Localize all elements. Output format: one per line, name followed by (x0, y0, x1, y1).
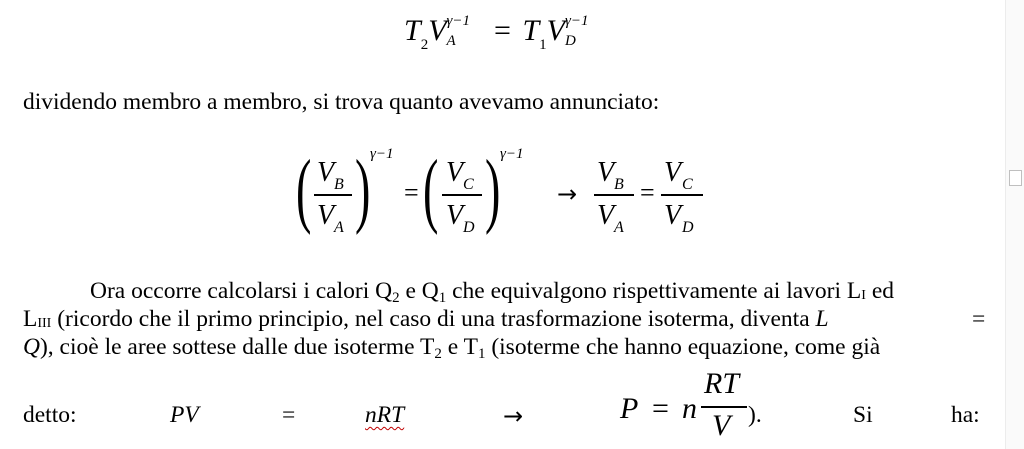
eq2-frac3-den-V: V (597, 200, 615, 231)
eq2-paren-open-2: ( (423, 143, 439, 236)
p2-q2-sub: 2 (392, 290, 400, 306)
eq2-arrow: → (557, 180, 578, 208)
p2-li-sub: I (861, 288, 866, 303)
eq2-frac2-den-sub: D (463, 219, 475, 236)
eq2-frac2-num-sub: C (463, 176, 474, 193)
line4-equals: = (282, 402, 296, 428)
p2-q1-sub: 1 (438, 290, 447, 306)
eq2-paren-close-1: ) (355, 143, 371, 236)
paragraph-ora-line1 (90, 278, 894, 305)
eq2-frac4-num-V: V (664, 157, 682, 188)
eq1-equals: = (494, 14, 511, 47)
eq2-frac3-num-sub: B (614, 176, 624, 193)
eq2-frac1-num-V: V (317, 157, 335, 188)
eq2-frac1-den-sub: A (334, 219, 344, 236)
eq2-paren-close-2: ) (485, 143, 501, 236)
p2-line2-equals: = (972, 306, 986, 332)
eq2-frac2-den-V: V (446, 200, 464, 231)
line4-detto: detto: (23, 402, 77, 428)
p2-line1-c: che equivalgono rispettivamente ai lavori L (446, 278, 862, 304)
p2-line2-a: L (23, 306, 38, 332)
line4-close: ). (748, 402, 762, 428)
p2-line1-b: e Q (399, 278, 439, 304)
eq2-frac1-num-sub: B (334, 176, 344, 193)
p2-line3-b: e T (441, 334, 478, 360)
line4-PV: PV (170, 402, 199, 428)
eq2-frac3-den-sub: A (614, 219, 624, 236)
paragraph-dividendo: dividendo membro a membro, si trova quanto avevamo annunciato: (23, 89, 660, 115)
p2-line3-c: (isoterme che hanno equazione, come già (485, 334, 881, 360)
line4-P: P (620, 392, 639, 425)
line4-ha: ha: (951, 402, 980, 428)
eq1-lhs-exp: γ−1 (446, 13, 471, 29)
eq2-frac4-bar (661, 194, 703, 196)
equation-adiabatic (404, 13, 601, 53)
eq2-frac2-bar (442, 194, 482, 196)
p2-line1-a: Ora occorre calcolarsi i calori Q (90, 278, 393, 304)
eq1-lhs-V: V (428, 14, 447, 47)
eq2-frac3-bar (594, 194, 634, 196)
p2-line3-a: ), cioè le aree sottese dalle due isoterme T (39, 334, 435, 360)
eq2-exp-2: γ−1 (500, 146, 524, 162)
line4-nRT: nRT (365, 402, 405, 428)
line4-frac-bar (701, 406, 747, 408)
eq2-frac3-num-V: V (597, 157, 615, 188)
line4-equals-2: = (652, 392, 669, 425)
eq1-lhs-T-sub: 2 (420, 37, 429, 53)
paragraph-ora-line2 (23, 306, 829, 333)
vertical-scrollbar[interactable] (1005, 0, 1024, 449)
eq1-lhs-T: T (404, 14, 421, 47)
eq2-equals-2: = (640, 178, 655, 207)
line4-V: V (712, 409, 731, 442)
eq1-rhs-V: V (546, 14, 565, 47)
p2-t2-sub: 2 (434, 346, 442, 362)
line4-si: Si (853, 402, 873, 428)
p2-t1-sub: 1 (477, 346, 486, 362)
eq2-frac2-num-V: V (446, 157, 464, 188)
eq1-rhs-exp: γ−1 (564, 13, 589, 29)
eq2-equals-1: = (404, 178, 419, 207)
eq2-frac4-num-sub: C (682, 176, 693, 193)
line4-n: n (682, 392, 697, 425)
p2-liii-sub: III (37, 316, 52, 331)
paragraph-ora-line3 (23, 334, 880, 361)
eq1-rhs-T: T (522, 14, 540, 47)
p2-line1-d: ed (865, 278, 894, 304)
eq2-exp-1: γ−1 (370, 146, 394, 162)
p2-line3-Q: Q (23, 334, 40, 360)
p2-line2-b: (ricordo che il primo principio, nel caso di una trasformazione isoterma, diventa (51, 306, 816, 332)
eq2-frac4-den-sub: D (682, 219, 694, 236)
eq2-paren-open-1: ( (296, 143, 312, 236)
line4-RT: RT (704, 367, 740, 400)
eq1-lhs-V-sub: A (446, 33, 456, 49)
line4-arrow: → (503, 402, 524, 430)
eq2-frac4-den-V: V (664, 200, 682, 231)
scrollbar-thumb[interactable] (1009, 170, 1022, 186)
eq1-rhs-V-sub: D (564, 33, 576, 49)
eq2-frac1-den-V: V (317, 200, 335, 231)
p2-line2-L: L (815, 306, 829, 332)
eq2-frac1-bar (314, 194, 352, 196)
eq1-rhs-T-sub: 1 (539, 37, 547, 53)
